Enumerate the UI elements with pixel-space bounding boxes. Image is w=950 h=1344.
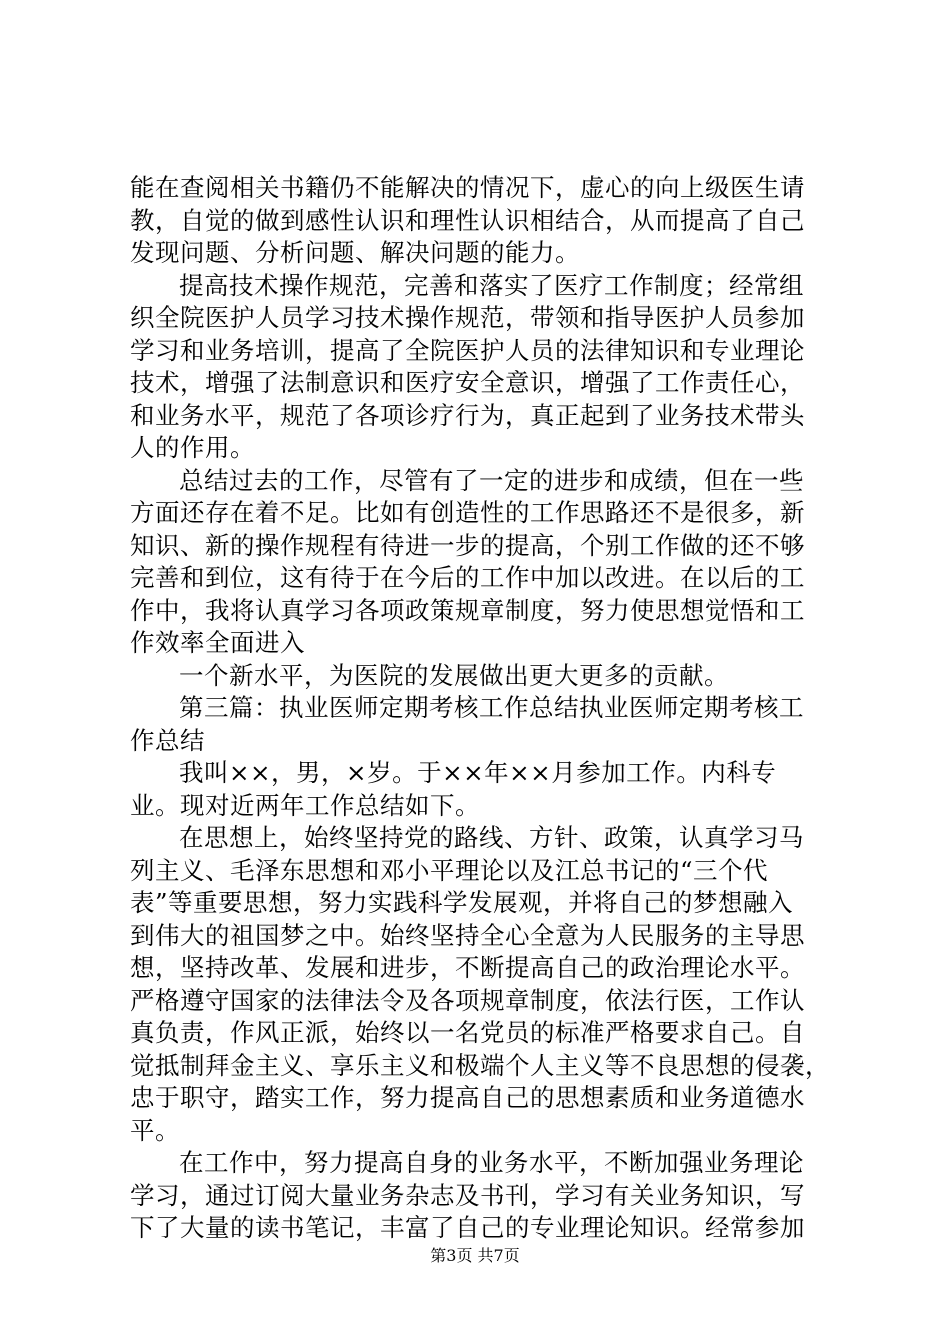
paragraph-7: 在工作中，努力提高自身的业务水平，不断加强业务理论 学习，通过订阅大量业务杂志及书刊，学习有关业务知识，写 下了大量的读书笔记，丰富了自己的专业理论知识。经常参加 — [130, 1148, 805, 1242]
paragraph-4: 一个新水平，为医院的发展做出更大更多的贡献。 — [179, 660, 729, 690]
paragraph-1: 能在查阅相关书籍仍不能解决的情况下，虚心的向上级医生请 教，自觉的做到感性认识和理性认识相结合，从而提高了自己 发现问题、分析问题、解决问题的能力。 — [130, 173, 805, 267]
paragraph-5: 我叫××，男，×岁。于××年××月参加工作。内科专 业。现对近两年工作总结如下。 — [130, 758, 777, 820]
section-heading: 第三篇：执业医师定期考核工作总结执业医师定期考核工 作总结 — [130, 693, 804, 755]
document-body — [130, 172, 830, 1245]
paragraph-3: 总结过去的工作，尽管有了一定的进步和成绩，但在一些 方面还存在着不足。比如有创造性的工作思路还不是很多，新 知识、新的操作规程有待进一步的提高，个别工作做的还不够 完善和到位，这有待于在今后的工作中加以改进。在以后的工 作中，我将认真学习各项政策规章制度，努力使思想觉悟和工 作效率全面进入 — [130, 465, 805, 657]
page-number-footer: 第3页 共7页 — [430, 1246, 520, 1265]
paragraph-2: 提高技术操作规范，完善和落实了医疗工作制度；经常组 织全院医护人员学习技术操作规范，带领和指导医护人员参加 学习和业务培训，提高了全院医护人员的法律知识和专业理论 技术，增强了法制意识和医疗安全意识，增强了工作责任心， 和业务水平，规范了各项诊疗行为，真正起到了业务技术带头 人的作用。 — [130, 270, 805, 462]
paragraph-6: 在思想上，始终坚持党的路线、方针、政策，认真学习马 列主义、毛泽东思想和邓小平理论以及江总书记的“三个代 表”等重要思想，努力实践科学发展观，并将自己的梦想融入 到伟大的祖国梦之中。始终坚持全心全意为人民服务的主导思 想，坚持改革、发展和进步，不断提高自己的政治理论水平。 严格遵守国家的法律法令及各项规章制度，依法行医，工作认 真负责，作风正派，始终以一名党员的标准严格要求自己。自 觉抵制拜金主义、享乐主义和极端个人主义等不良思想的侵袭， 忠于职守，踏实工作，努力提高自己的思想素质和业务道德水 平。 — [130, 823, 830, 1145]
